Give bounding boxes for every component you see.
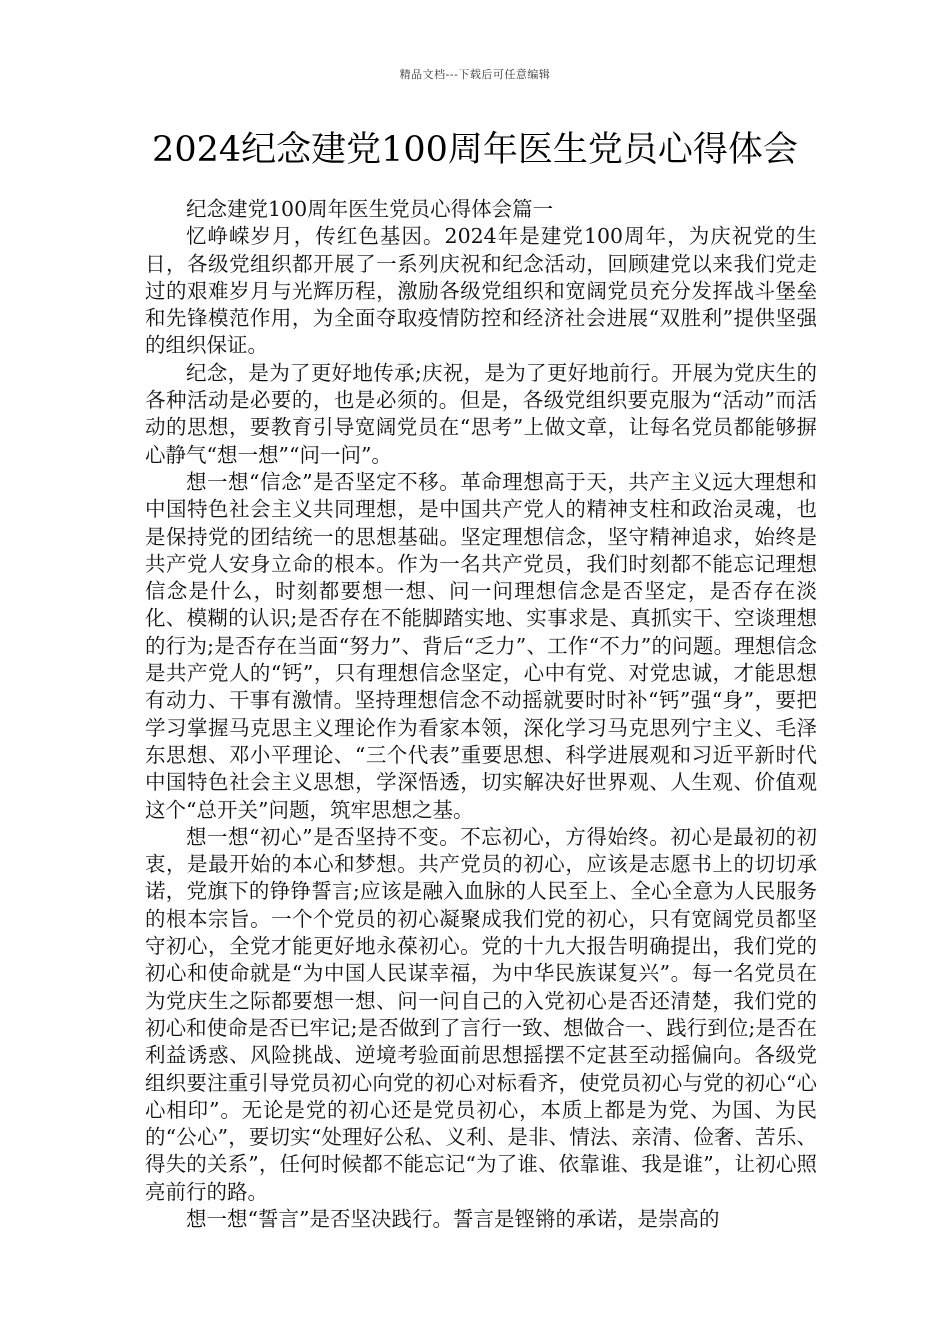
- document-body: [145, 196, 817, 1233]
- paragraph: 忆峥嵘岁月，传红色基因。2024年是建党100周年，为庆祝党的生日，各级党组织都开展了一系列庆祝和纪念活动，回顾建党以来我们党走过的艰难岁月与光辉历程，激励各级党组织和宽阔党员充分发挥战斗堡垒和先锋模范作用，为全面夺取疫情防控和经济社会进展“双胜利”提供坚强的组织保证。: [145, 224, 817, 358]
- document-title: 2024纪念建党100周年医生党员心得体会: [152, 130, 798, 170]
- paragraph: 想一想“信念”是否坚定不移。革命理想高于天，共产主义远大理想和中国特色社会主义共同理想，是中国共产党人的精神支柱和政治灵魂，也是保持党的团结统一的思想基础。坚定理想信念，坚守精神追求，始终是共产党人安身立命的根本。作为一名共产党员，我们时刻都不能忘记理想信念是什么，时刻都要想一想、问一问理想信念是否坚定，是否存在淡化、模糊的认识;是否存在不能脚踏实地、实事求是、真抓实干、空谈理想的行为;是否存在当面“努力”、背后“乏力”、工作“不力”的问题。理想信念是共产党人的“钙”，只有理想信念坚定，心中有党、对党忠诚，才能思想有动力、干事有激情。坚持理想信念不动摇就要时时补“钙”强“身”，要把学习掌握马克思主义理论作为看家本领，深化学习马克思列宁主义、毛泽东思想、邓小平理论、“三个代表”重要思想、科学进展观和习近平新时代中国特色社会主义思想，学深悟透，切实解决好世界观、人生观、价值观这个“总开关”问题，筑牢思想之基。: [145, 469, 817, 822]
- paragraph: 纪念，是为了更好地传承;庆祝，是为了更好地前行。开展为党庆生的各种活动是必要的，也是必须的。但是，各级党组织要克服为“活动”而活动的思想，要教育引导宽阔党员在“思考”上做文章，让每名党员都能够摒心静气“想一想”“问一问”。: [145, 360, 817, 467]
- header-note: 精品文档---下载后可任意编辑: [399, 68, 551, 81]
- paragraph: 想一想“初心”是否坚持不变。不忘初心，方得始终。初心是最初的初衷，是最开始的本心和梦想。共产党员的初心，应该是志愿书上的切切承诺，党旗下的铮铮誓言;应该是融入血脉的人民至上、全心全意为人民服务的根本宗旨。一个个党员的初心凝聚成我们党的初心，只有宽阔党员都坚守初心，全党才能更好地永葆初心。党的十九大报告明确提出，我们党的初心和使命就是“为中国人民谋幸福，为中华民族谋复兴”。每一名党员在为党庆生之际都要想一想、问一问自己的入党初心是否还清楚，我们党的初心和使命是否已牢记;是否做到了言行一致、想做合一、践行到位;是否在利益诱惑、风险挑战、逆境考验面前思想摇摆不定甚至动摇偏向。各级党组织要注重引导党员初心向党的初心对标看齐，使党员初心与党的初心“心心相印”。无论是党的初心还是党员初心，本质上都是为党、为国、为民的“公心”，要切实“处理好公私、义利、是非、情法、亲清、俭奢、苦乐、得失的关系”，任何时候都不能忘记“为了谁、依靠谁、我是谁”，让初心照亮前行的路。: [145, 824, 817, 1204]
- section-subtitle: 纪念建党100周年医生党员心得体会篇一: [186, 197, 554, 221]
- paragraph: 想一想“誓言”是否坚决践行。誓言是铿锵的承诺，是崇高的: [186, 1206, 720, 1231]
